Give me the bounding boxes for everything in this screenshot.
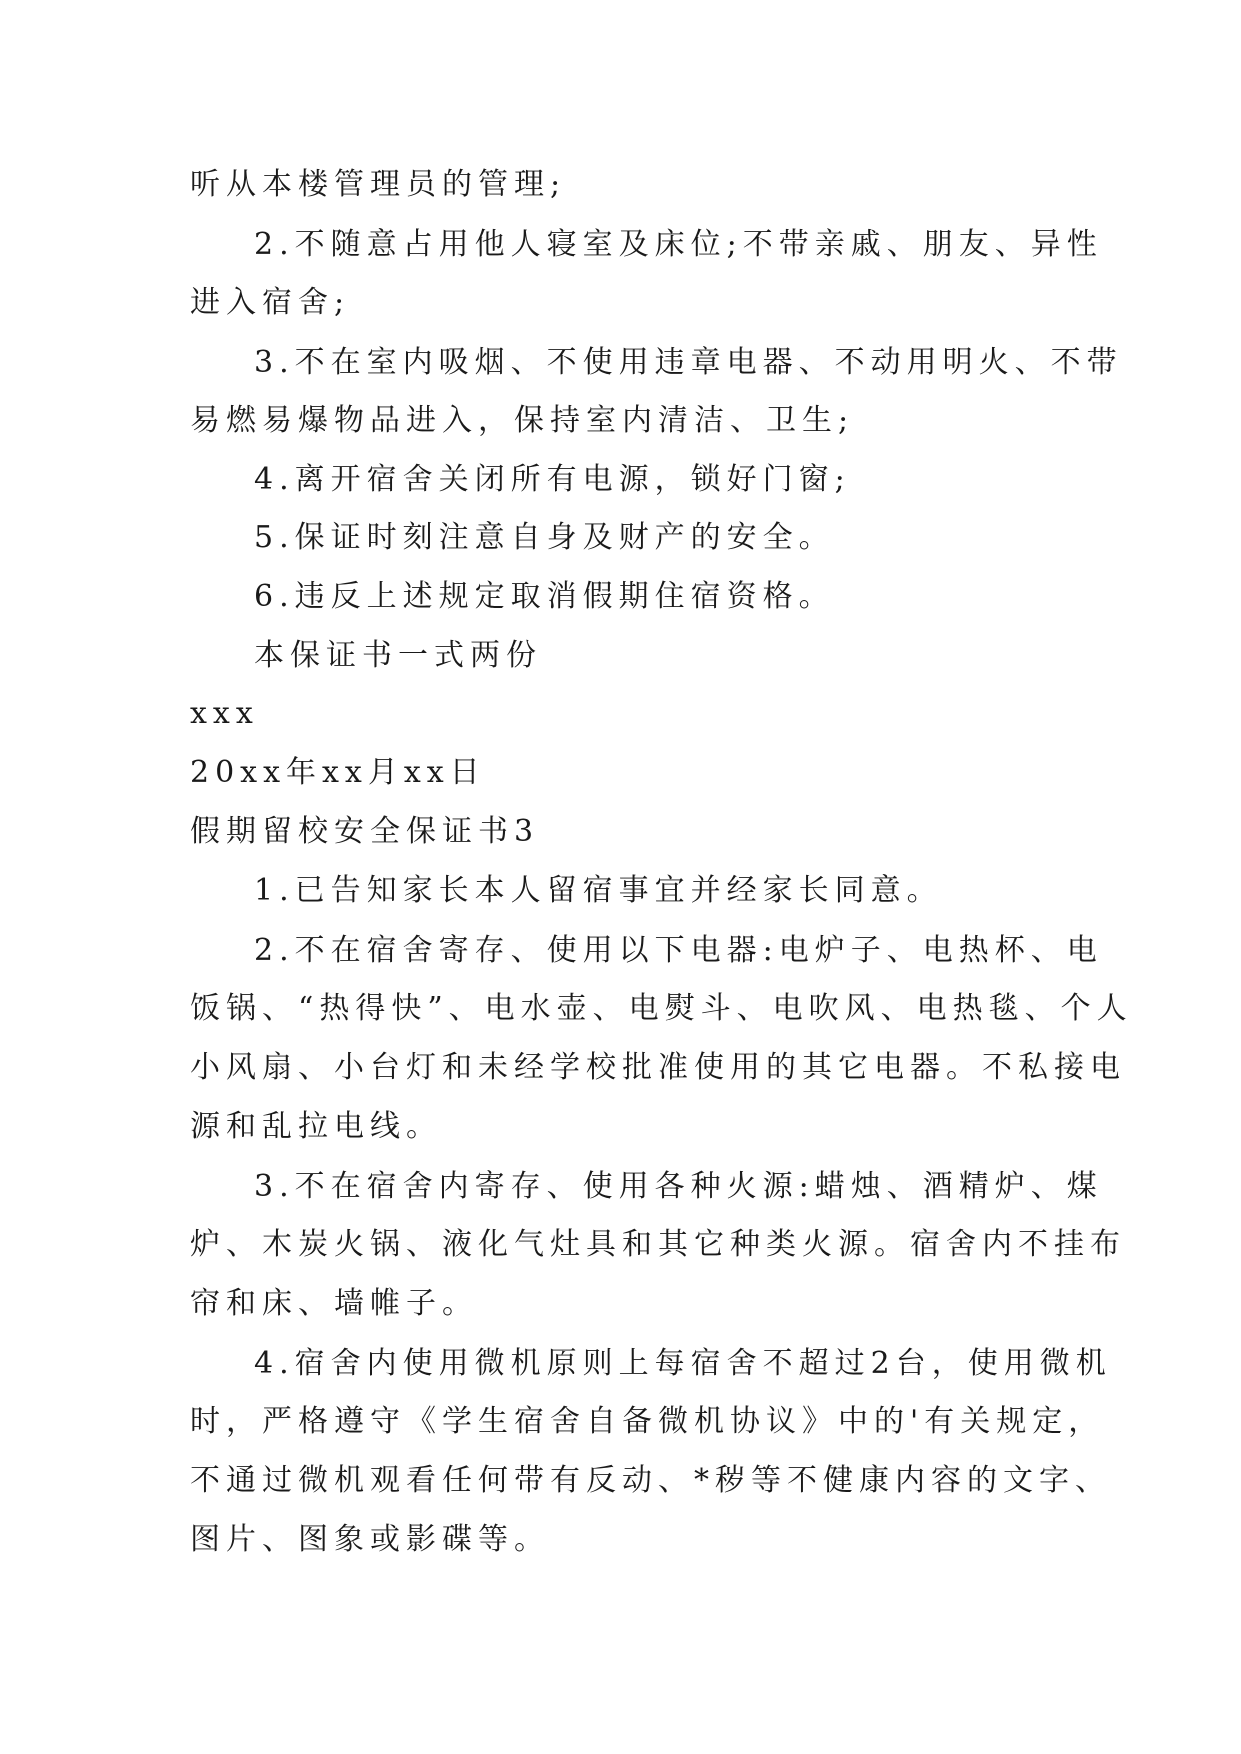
text-line: 5.保证时刻注意自身及财产的安全。 [254,520,835,555]
signature-date: 20xx年xx月xx日 [190,755,486,790]
text-line: 2.不在宿舍寄存、使用以下电器:电炉子、电热杯、电 [254,933,1103,968]
text-line: 不通过微机观看任何带有反动、*秽等不健康内容的文字、 [190,1463,1111,1498]
text-line: 小风扇、小台灯和未经学校批准使用的其它电器。不私接电 [190,1050,1126,1085]
signature-name: xxx [190,696,259,731]
text-line: 进入宿舍; [190,285,351,320]
text-line: 听从本楼管理员的管理; [190,167,567,202]
text-line: 4.宿舍内使用微机原则上每宿舍不超过2台，使用微机 [254,1346,1112,1381]
text-line: 易燃易爆物品进入，保持室内清洁、卫生; [190,403,855,438]
text-line: 炉、木炭火锅、液化气灶具和其它种类火源。宿舍内不挂布 [190,1227,1126,1262]
text-line: 3.不在室内吸烟、不使用违章电器、不动用明火、不带 [254,345,1123,380]
text-line: 饭锅、“热得快”、电水壶、电熨斗、电吹风、电热毯、个人 [190,991,1133,1026]
text-line: 4.离开宿舍关闭所有电源，锁好门窗; [254,462,851,497]
text-line: 2.不随意占用他人寝室及床位;不带亲戚、朋友、异性 [254,227,1103,262]
section-title: 假期留校安全保证书3 [190,814,540,849]
text-line: 1.已告知家长本人留宿事宜并经家长同意。 [254,873,943,908]
text-line: 本保证书一式两份 [254,638,542,673]
text-line: 源和乱拉电线。 [190,1109,442,1144]
text-line: 帘和床、墙帷子。 [190,1286,478,1321]
text-line: 图片、图象或影碟等。 [190,1522,550,1557]
text-line: 3.不在宿舍内寄存、使用各种火源:蜡烛、酒精炉、煤 [254,1169,1103,1204]
text-line: 6.违反上述规定取消假期住宿资格。 [254,579,835,614]
text-line: 时，严格遵守《学生宿舍自备微机协议》中的'有关规定， [190,1404,1105,1439]
